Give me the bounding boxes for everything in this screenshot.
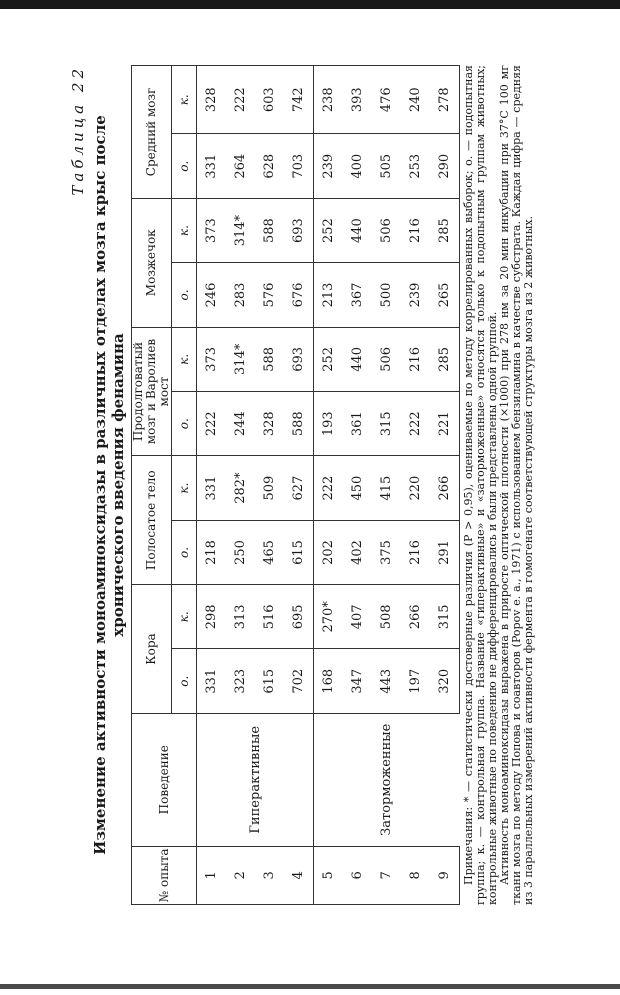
- table-cell: 264: [226, 134, 255, 198]
- table-cell: 238: [314, 66, 344, 135]
- table-cell: 693: [284, 198, 314, 262]
- table-cell: 285: [430, 198, 460, 262]
- header-group: Полосатое тело: [132, 456, 172, 585]
- behavior-cell: Заторможенные: [314, 713, 460, 846]
- header-group: Продолговатый мозг и Варолиев мост: [132, 327, 172, 456]
- table-cell: 373: [197, 198, 227, 262]
- table-cell: 375: [372, 520, 401, 584]
- table-cell: 516: [255, 585, 284, 649]
- table-cell: 246: [197, 263, 227, 327]
- sub-header-o: о.: [172, 263, 197, 327]
- row-number: 7: [372, 846, 401, 904]
- row-number: 3: [255, 846, 284, 904]
- table-cell: 315: [372, 392, 401, 456]
- table-cell: 314*: [226, 327, 255, 391]
- table-cell: 703: [284, 134, 314, 198]
- table-cell: 314*: [226, 198, 255, 262]
- table-cell: 220: [401, 456, 430, 520]
- row-number: 6: [343, 846, 372, 904]
- table-cell: 506: [372, 327, 401, 391]
- table-cell: 627: [284, 456, 314, 520]
- table-cell: 285: [430, 327, 460, 391]
- sub-header-k: к.: [172, 198, 197, 262]
- table-cell: 347: [343, 649, 372, 713]
- table-cell: 253: [401, 134, 430, 198]
- bottom-border: [0, 984, 620, 989]
- table-cell: 615: [255, 649, 284, 713]
- data-table: [131, 65, 460, 905]
- table-cell: 222: [226, 66, 255, 135]
- table-cell: 450: [343, 456, 372, 520]
- table-cell: 509: [255, 456, 284, 520]
- table-cell: 588: [284, 392, 314, 456]
- table-cell: 702: [284, 649, 314, 713]
- table-cell: 506: [372, 198, 401, 262]
- table-cell: 202: [314, 520, 344, 584]
- table-cell: 331: [197, 134, 227, 198]
- table-cell: 315: [430, 585, 460, 649]
- table-cell: 500: [372, 263, 401, 327]
- table-cell: 393: [343, 66, 372, 135]
- table-cell: 290: [430, 134, 460, 198]
- table-cell: 291: [430, 520, 460, 584]
- table-cell: 676: [284, 263, 314, 327]
- table-cell: 323: [226, 649, 255, 713]
- table-cell: 216: [401, 198, 430, 262]
- sub-header-k: к.: [172, 456, 197, 520]
- table-cell: 328: [197, 66, 227, 135]
- table-cell: 440: [343, 198, 372, 262]
- table-cell: 476: [372, 66, 401, 135]
- table-cell: 197: [401, 649, 430, 713]
- table-cell: 588: [255, 327, 284, 391]
- table-cell: 693: [284, 327, 314, 391]
- table-cell: 400: [343, 134, 372, 198]
- table-cell: 361: [343, 392, 372, 456]
- table-cell: 250: [226, 520, 255, 584]
- table-cell: 407: [343, 585, 372, 649]
- table-cell: 331: [197, 456, 227, 520]
- table-cell: 278: [430, 66, 460, 135]
- table-cell: 367: [343, 263, 372, 327]
- row-number: 8: [401, 846, 430, 904]
- table-cell: 331: [197, 649, 227, 713]
- table-cell: 218: [197, 520, 227, 584]
- sub-header-k: к.: [172, 66, 197, 135]
- table-cell: 628: [255, 134, 284, 198]
- table-cell: 320: [430, 649, 460, 713]
- table-cell: 239: [401, 263, 430, 327]
- table-cell: 328: [255, 392, 284, 456]
- table-notes: [463, 65, 535, 905]
- sub-header-o: о.: [172, 520, 197, 584]
- table-title: Изменение активности моноаминоксидазы в различных отделах мозга крыс после хронического введения фенамина: [91, 115, 127, 855]
- table-cell: 216: [401, 327, 430, 391]
- sub-header-o: о.: [172, 649, 197, 713]
- table-cell: 440: [343, 327, 372, 391]
- table-cell: 168: [314, 649, 344, 713]
- table-number: Таблица 22: [69, 65, 87, 196]
- table-cell: 742: [284, 66, 314, 135]
- table-cell: 240: [401, 66, 430, 135]
- note-paragraph: Активность моноаминоксидазы выражена в приросте оптической плотности (×1000) при 278 нм за 20 мин инкубации при 37°С 100 мг ткани мозга по методу Попова и соавторов (Popov e. a., 1971) с использованием бензиламина в качестве субстрата. Каждая цифра — средняя из 3 параллельных измерений активности фермента в гомогенате соответствующей структуры мозга из 2 животных.: [498, 65, 535, 905]
- table-cell: 443: [372, 649, 401, 713]
- sub-header-k: к.: [172, 585, 197, 649]
- row-number: 9: [430, 846, 460, 904]
- sub-header-k: к.: [172, 327, 197, 391]
- header-group: Мозжечок: [132, 198, 172, 327]
- table-cell: 576: [255, 263, 284, 327]
- table-cell: 222: [314, 456, 344, 520]
- row-number: 2: [226, 846, 255, 904]
- row-number: 4: [284, 846, 314, 904]
- behavior-cell: Гиперактивные: [197, 713, 314, 846]
- table-cell: 695: [284, 585, 314, 649]
- table-cell: 252: [314, 198, 344, 262]
- table-cell: 265: [430, 263, 460, 327]
- table-cell: 216: [401, 520, 430, 584]
- table-cell: 283: [226, 263, 255, 327]
- table-cell: 465: [255, 520, 284, 584]
- table-cell: 615: [284, 520, 314, 584]
- row-number: 5: [314, 846, 344, 904]
- table-cell: 373: [197, 327, 227, 391]
- top-border: [0, 0, 620, 9]
- table-cell: 266: [430, 456, 460, 520]
- table-cell: 588: [255, 198, 284, 262]
- header-group: Средний мозг: [132, 66, 172, 199]
- table-cell: 222: [197, 392, 227, 456]
- table-cell: 508: [372, 585, 401, 649]
- table-cell: 313: [226, 585, 255, 649]
- table-cell: 221: [430, 392, 460, 456]
- rotated-page-content: [65, 65, 585, 905]
- header-num: № опыта: [132, 846, 197, 904]
- table-cell: 222: [401, 392, 430, 456]
- header-behavior: Поведение: [132, 713, 197, 846]
- header-group: Кора: [132, 585, 172, 714]
- table-cell: 252: [314, 327, 344, 391]
- table-cell: 239: [314, 134, 344, 198]
- table-cell: 505: [372, 134, 401, 198]
- table-cell: 415: [372, 456, 401, 520]
- table-row: [197, 66, 227, 905]
- table-cell: 244: [226, 392, 255, 456]
- table-cell: 213: [314, 263, 344, 327]
- note-paragraph: Примечания: * — статистически достоверные различия (P > 0,95), оцениваемые по методу коррелированных выборок; о. — подопытная группа; к. — контрольная группа. Название «гиперактивные» и «заторможенные» относятся только к подопытным группам животных; контрольные животные по поведению не дифференцировались и были представлены одной группой.: [462, 65, 499, 905]
- sub-header-o: о.: [172, 392, 197, 456]
- table-cell: 402: [343, 520, 372, 584]
- row-number: 1: [197, 846, 227, 904]
- table-cell: 266: [401, 585, 430, 649]
- table-row: [314, 66, 344, 905]
- table-cell: 270*: [314, 585, 344, 649]
- table-cell: 282*: [226, 456, 255, 520]
- sub-header-o: о.: [172, 134, 197, 198]
- table-cell: 193: [314, 392, 344, 456]
- table-cell: 298: [197, 585, 227, 649]
- table-cell: 603: [255, 66, 284, 135]
